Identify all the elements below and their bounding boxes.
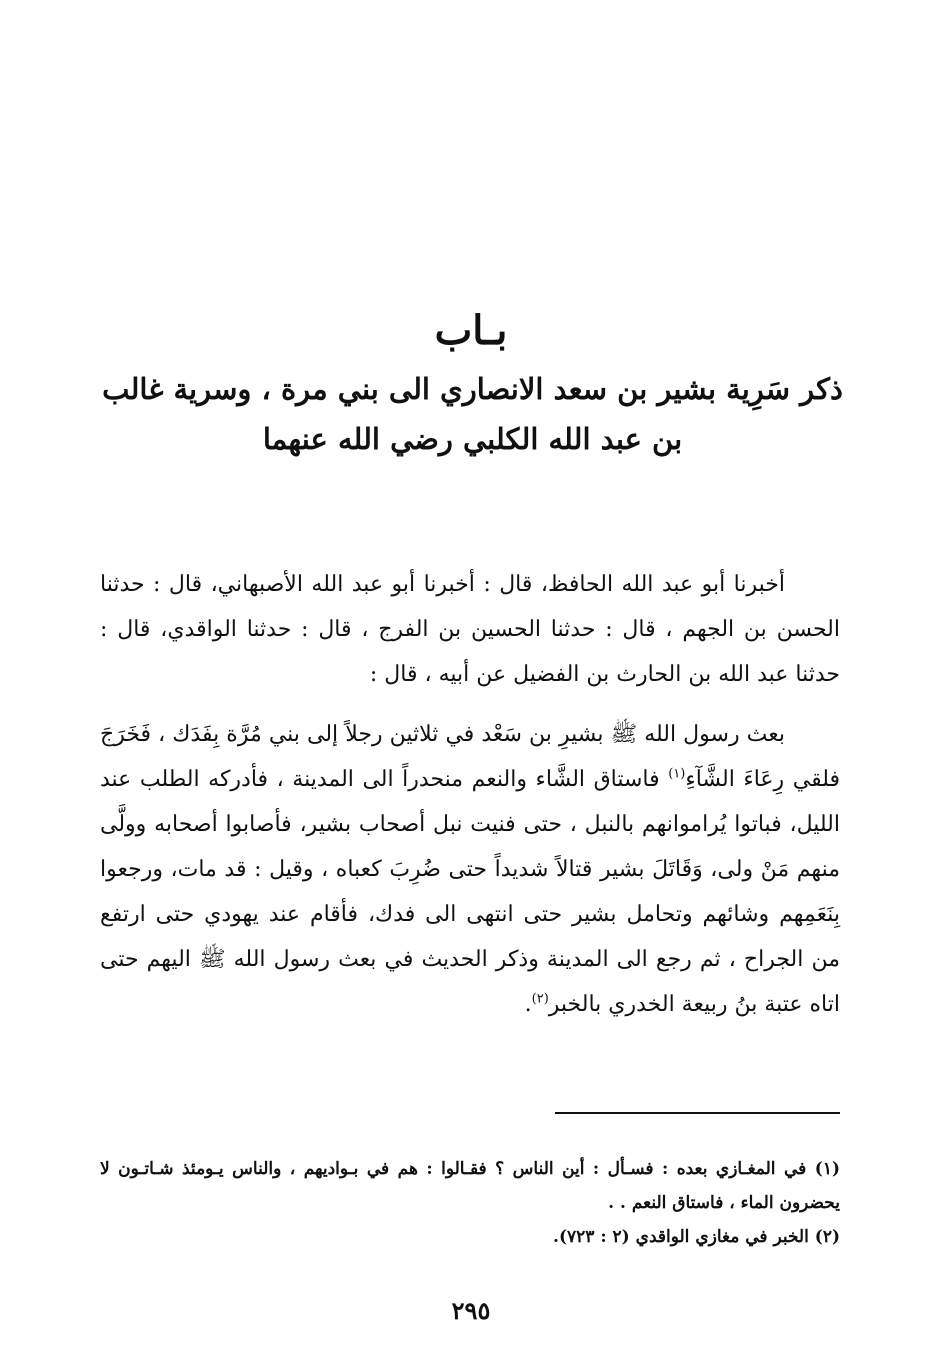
- narrative-text-part2: فاستاق الشَّاء والنعم منحدراً الى المدينة ، فأدركه الطلب عند الليل، فباتوا يُراموانهم بالنبل ، حتى فنيت نبل أصحاب بشير، فأصابوا أصحابه وولَّى منهم مَنْ ولى، وَقَاتَلَ بشير قتالاً شديداً حتى ضُرِبَ كعباه ، وقيل : قد مات، ورجعوا بِنَعَمِهم وشائهم وتحامل بشير حتى انتهى الى فدك، فأقام عند يهودي حتى ارتفع من الجراح ، ثم رجع الى المدينة وذكر الحديث في بعث رسول الله ﷺ اليهم حتى اتاه عتبة بنُ ربيعة الخدري بالخبر: [100, 767, 840, 1017]
- narrative-text-part1: بعث رسول الله ﷺ بشيرِ بن سَعْد في ثلاثين رجلاً إلى بني مُرَّة بِفَدَك ، فَخَرَجَ فلقي رِعَاءَ الشَّآءِ: [100, 722, 841, 792]
- footnote-2: (٢) الخبر في مغازي الواقدي (٢ : ٧٢٣).: [553, 1227, 840, 1247]
- footnote-ref-2: (٢): [531, 991, 549, 1007]
- footnotes: [100, 1152, 840, 1254]
- narrative-text-part3: .: [524, 992, 532, 1017]
- footnote-ref-1: (١): [668, 766, 686, 782]
- footnote-1: (١) في المغـازي بعده : فسـأل : أين الناس ؟ فقـالوا : هم في بـواديهم ، والناس يـومئذ شـاتـون لا يحضرون الماء ، فاستاق النعم . .: [100, 1159, 840, 1213]
- page-number: ٢٩٥: [451, 1296, 491, 1325]
- narrative-paragraph: [100, 712, 840, 1027]
- section-heading: بـاب: [434, 307, 508, 354]
- chapter-title: ذكر سَرِية بشير بن سعد الانصاري الى بني مرة ، وسرية غالب بن عبد الله الكلبي رضي الله عنهما: [102, 372, 843, 456]
- footnote-divider: [555, 1112, 840, 1114]
- isnad-paragraph: أخبرنا أبو عبد الله الحافظ، قال : أخبرنا أبو عبد الله الأصبهاني، قال : حدثنا الحسن بن الجهم ، قال : حدثنا الحسين بن الفرج ، قال : حدثنا الواقدي، قال : حدثنا عبد الله بن الحارث بن الفضيل عن أبيه ، قال :: [100, 572, 840, 687]
